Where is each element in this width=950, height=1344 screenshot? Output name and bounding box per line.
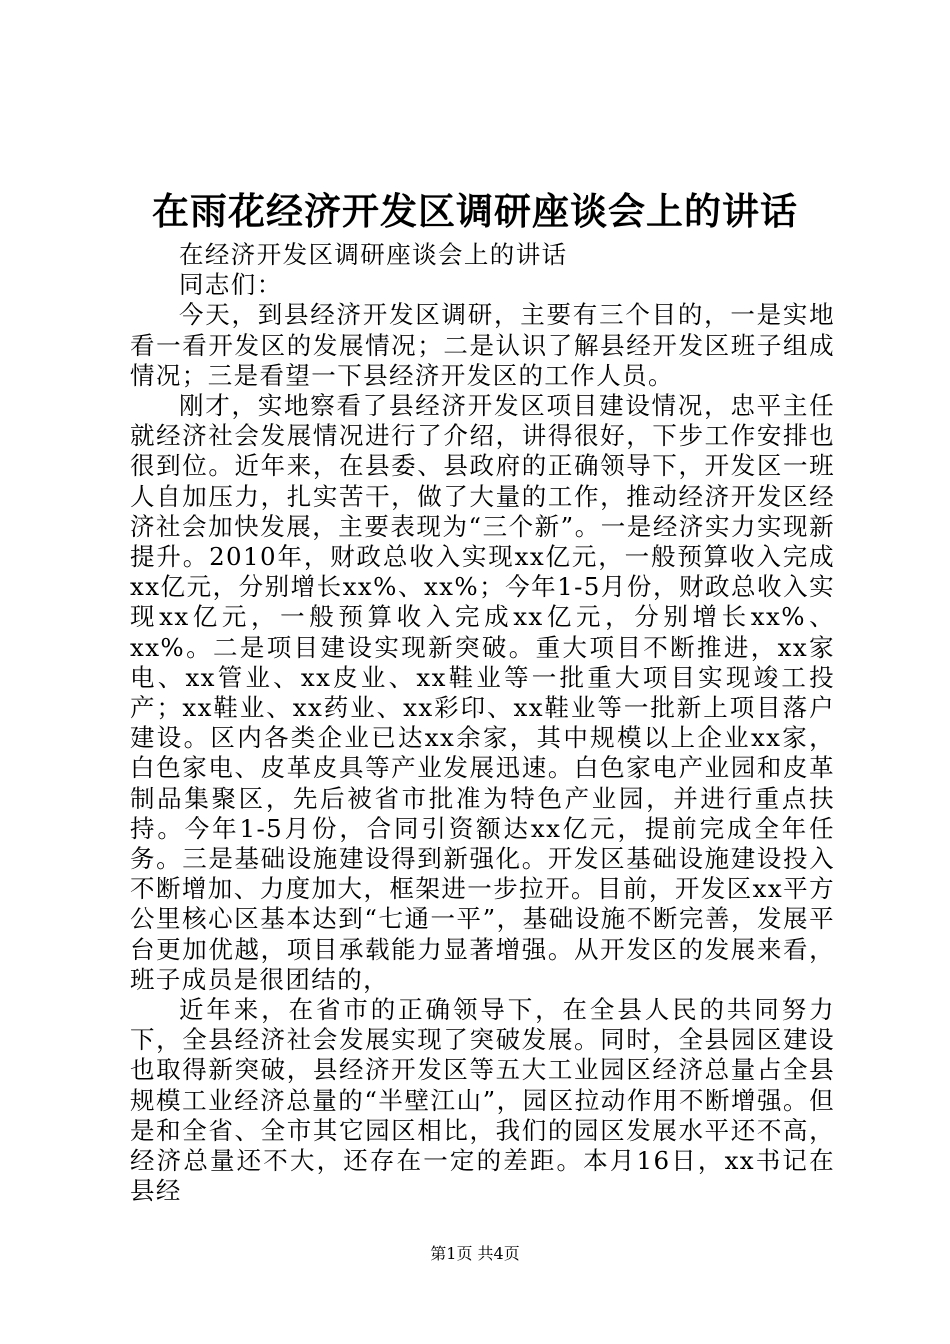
page-title: 在雨花经济开发区调研座谈会上的讲话 <box>152 189 798 233</box>
salutation-paragraph: 同志们： <box>179 270 283 300</box>
body-paragraph: 刚才，实地察看了县经济开发区项目建设情况，忠平主任就经济社会发展情况进行了介绍，讲得很好，下步工作安排也很到位。近年来，在县委、县政府的正确领导下，开发区一班人自加压力，扎实苦干，做了大量的工作，推动经济开发区经济社会加快发展，主要表现为“三个新”。一是经济实力实现新提升。2010年，财政总收入实现xx亿元，一般预算收入完成xx亿元，分别增长xx%、xx%；今年1-5月份，财政总收入实现xx亿元，一般预算收入完成xx亿元，分别增长xx%、xx%。二是项目建设实现新突破。重大项目不断推进，xx家电、xx管业、xx皮业、xx鞋业等一批重大项目实现竣工投产；xx鞋业、xx药业、xx彩印、xx鞋业等一批新上项目落户建设。区内各类企业已达xx余家，其中规模以上企业xx家，白色家电、皮革皮具等产业发展迅速。白色家电产业园和皮革制品集聚区，先后被省市批准为特色产业园，并进行重点扶持。今年1-5月份，合同引资额达xx亿元，提前完成全年任务。三是基础设施建设得到新强化。开发区基础设施建设投入不断增加、力度加大，框架进一步拉开。目前，开发区xx平方公里核心区基本达到“七通一平”，基础设施不断完善，发展平台更加优越，项目承载能力显著增强。从开发区的发展来看，班子成员是很团结的， <box>130 391 835 994</box>
subtitle-paragraph: 在经济开发区调研座谈会上的讲话 <box>179 240 568 269</box>
page-number-footer: 第1页 共4页 <box>430 1244 520 1263</box>
document-body <box>130 240 835 1207</box>
body-paragraph: 今天，到县经济开发区调研，主要有三个目的，一是实地看一看开发区的发展情况；二是认识了解县经开发区班子组成情况；三是看望一下县经济开发区的工作人员。 <box>130 300 835 390</box>
body-paragraph: 近年来，在省市的正确领导下，在全县人民的共同努力下，全县经济社会发展实现了突破发展。同时，全县园区建设也取得新突破，县经济开发区等五大工业园区经济总量占全县规模工业经济总量的“半壁江山”，园区拉动作用不断增强。但是和全省、全市其它园区相比，我们的园区发展水平还不高，经济总量还不大，还存在一定的差距。本月16日，xx书记在县经 <box>130 995 835 1206</box>
